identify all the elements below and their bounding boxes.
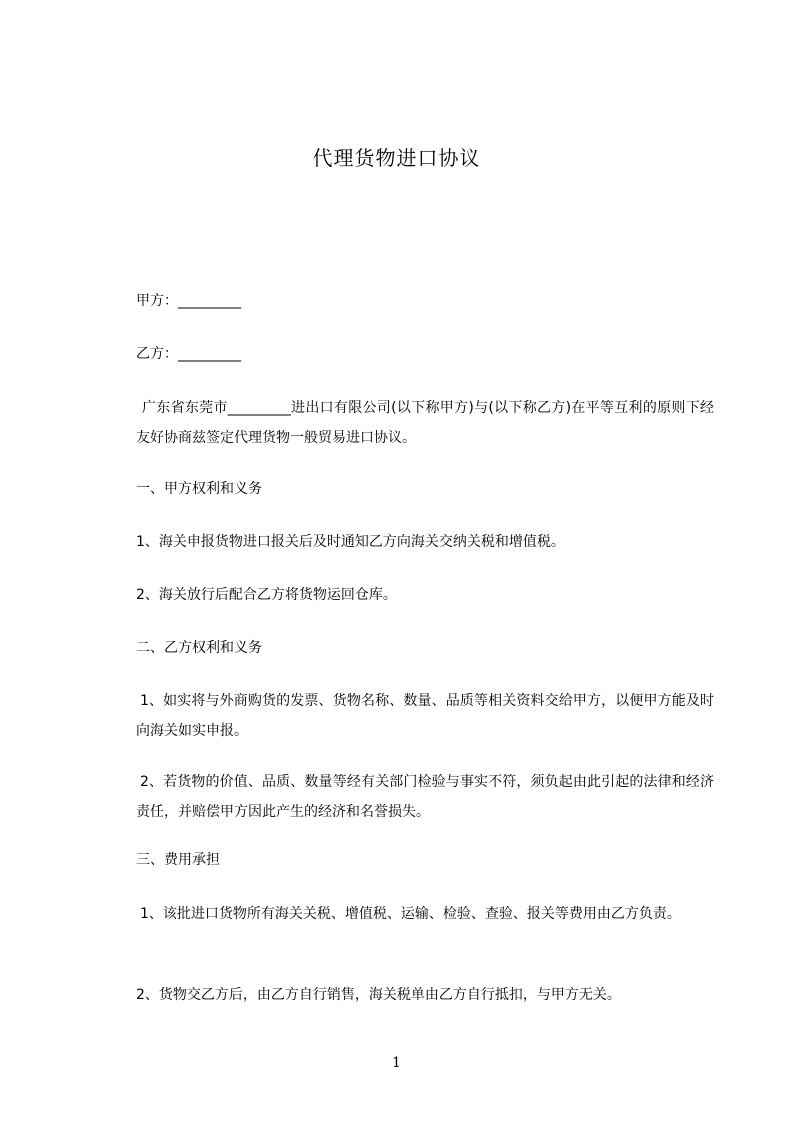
section-1-item-1: 1、海关申报货物进口报关后及时通知乙方向海关交纳关税和增值税。: [136, 534, 565, 550]
section-2-heading: 二、乙方权利和义务: [136, 640, 262, 656]
section-2-item-1: 1、如实将与外商购货的发票、货物名称、数量、品质等相关资料交给甲方，以便甲方能及时向海关如实申报。: [136, 693, 714, 739]
document-title: 代理货物进口协议: [312, 146, 481, 170]
party-a-line: 甲方：_________: [136, 293, 241, 309]
section-3-item-2: 2、货物交乙方后，由乙方自行销售，海关税单由乙方自行抵扣，与甲方无关。: [136, 987, 621, 1003]
party-b-line: 乙方：_________: [136, 346, 241, 362]
section-1-heading: 一、甲方权利和义务: [136, 481, 262, 497]
page-number: 1: [392, 1055, 401, 1071]
intro-paragraph: 广东省东莞市_________进出口有限公司(以下称甲方)与(以下称乙方)在平等互利的原则下经友好协商兹签定代理货物一般贸易进口协议。: [136, 400, 714, 446]
section-1-item-2: 2、海关放行后配合乙方将货物运回仓库。: [136, 587, 397, 603]
section-2-item-2: 2、若货物的价值、品质、数量等经有关部门检验与事实不符，须负起由此引起的法律和经济责任，并赔偿甲方因此产生的经济和名誉损失。: [136, 774, 714, 820]
section-3-heading: 三、费用承担: [136, 852, 220, 868]
section-3-item-1: 1、该批进口货物所有海关关税、增值税、运输、检验、查验、报关等费用由乙方负责。: [140, 906, 681, 922]
